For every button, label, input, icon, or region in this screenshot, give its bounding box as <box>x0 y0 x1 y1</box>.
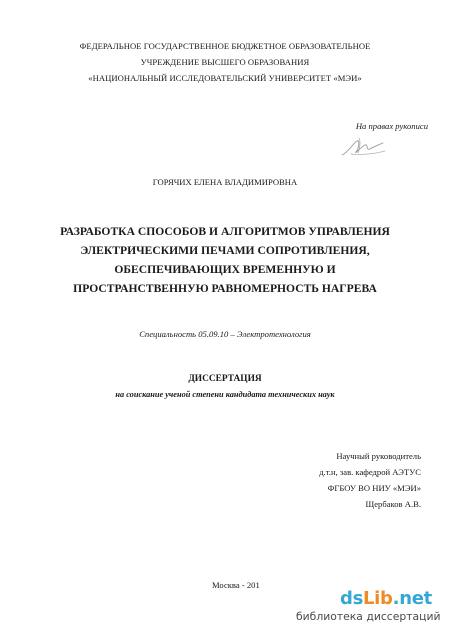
author-name: ГОРЯЧИХ ЕЛЕНА ВЛАДИМИРОВНА <box>152 177 298 187</box>
watermark-logo-part: d <box>340 588 353 609</box>
watermark-logo <box>340 590 432 608</box>
specialty: Специальность 05.09.10 – Электротехнология <box>139 329 311 339</box>
watermark-subtitle: библиотека диссертаций <box>296 610 441 623</box>
title-line: ЭЛЕКТРИЧЕСКИМИ ПЕЧАМИ СОПРОТИВЛЕНИЯ, <box>80 244 370 257</box>
signature-icon <box>339 134 389 160</box>
organization-line-2: УЧРЕЖДЕНИЕ ВЫСШЕГО ОБРАЗОВАНИЯ <box>140 57 310 67</box>
degree-line: на соискание ученой степени кандидата технических наук <box>115 390 335 399</box>
watermark-logo-part: Lib <box>363 588 393 609</box>
document-type: ДИССЕРТАЦИЯ <box>188 374 262 384</box>
title-line: РАЗРАБОТКА СПОСОБОВ И АЛГОРИТМОВ УПРАВЛЕНИЯ <box>60 225 390 238</box>
watermark-logo-part: . <box>392 588 400 609</box>
watermark-logo-part: net <box>399 588 432 609</box>
supervisor-block <box>280 448 421 512</box>
watermark-logo-part: s <box>352 588 364 609</box>
supervisor-line: Научный руководитель <box>336 451 421 461</box>
dissertation-title <box>0 222 450 298</box>
title-line: ОБЕСПЕЧИВАЮЩИХ ВРЕМЕННУЮ И <box>114 263 336 276</box>
organization-line-3: «НАЦИОНАЛЬНЫЙ ИССЛЕДОВАТЕЛЬСКИЙ УНИВЕРСИТЕТ «МЭИ» <box>88 73 362 83</box>
city-year: Москва - 201 <box>212 580 260 590</box>
supervisor-line: Щербаков А.В. <box>365 499 421 509</box>
supervisor-line: ФГБОУ ВО НИУ «МЭИ» <box>327 483 421 493</box>
title-line: ПРОСТРАНСТВЕННУЮ РАВНОМЕРНОСТЬ НАГРЕВА <box>73 282 377 295</box>
supervisor-line: д.т.н, зав. кафедрой АЭТУС <box>319 467 421 477</box>
rights-note: На правах рукописи <box>355 121 428 131</box>
organization-line-1: ФЕДЕРАЛЬНОЕ ГОСУДАРСТВЕННОЕ БЮДЖЕТНОЕ ОБРАЗОВАТЕЛЬНОЕ <box>79 41 371 51</box>
